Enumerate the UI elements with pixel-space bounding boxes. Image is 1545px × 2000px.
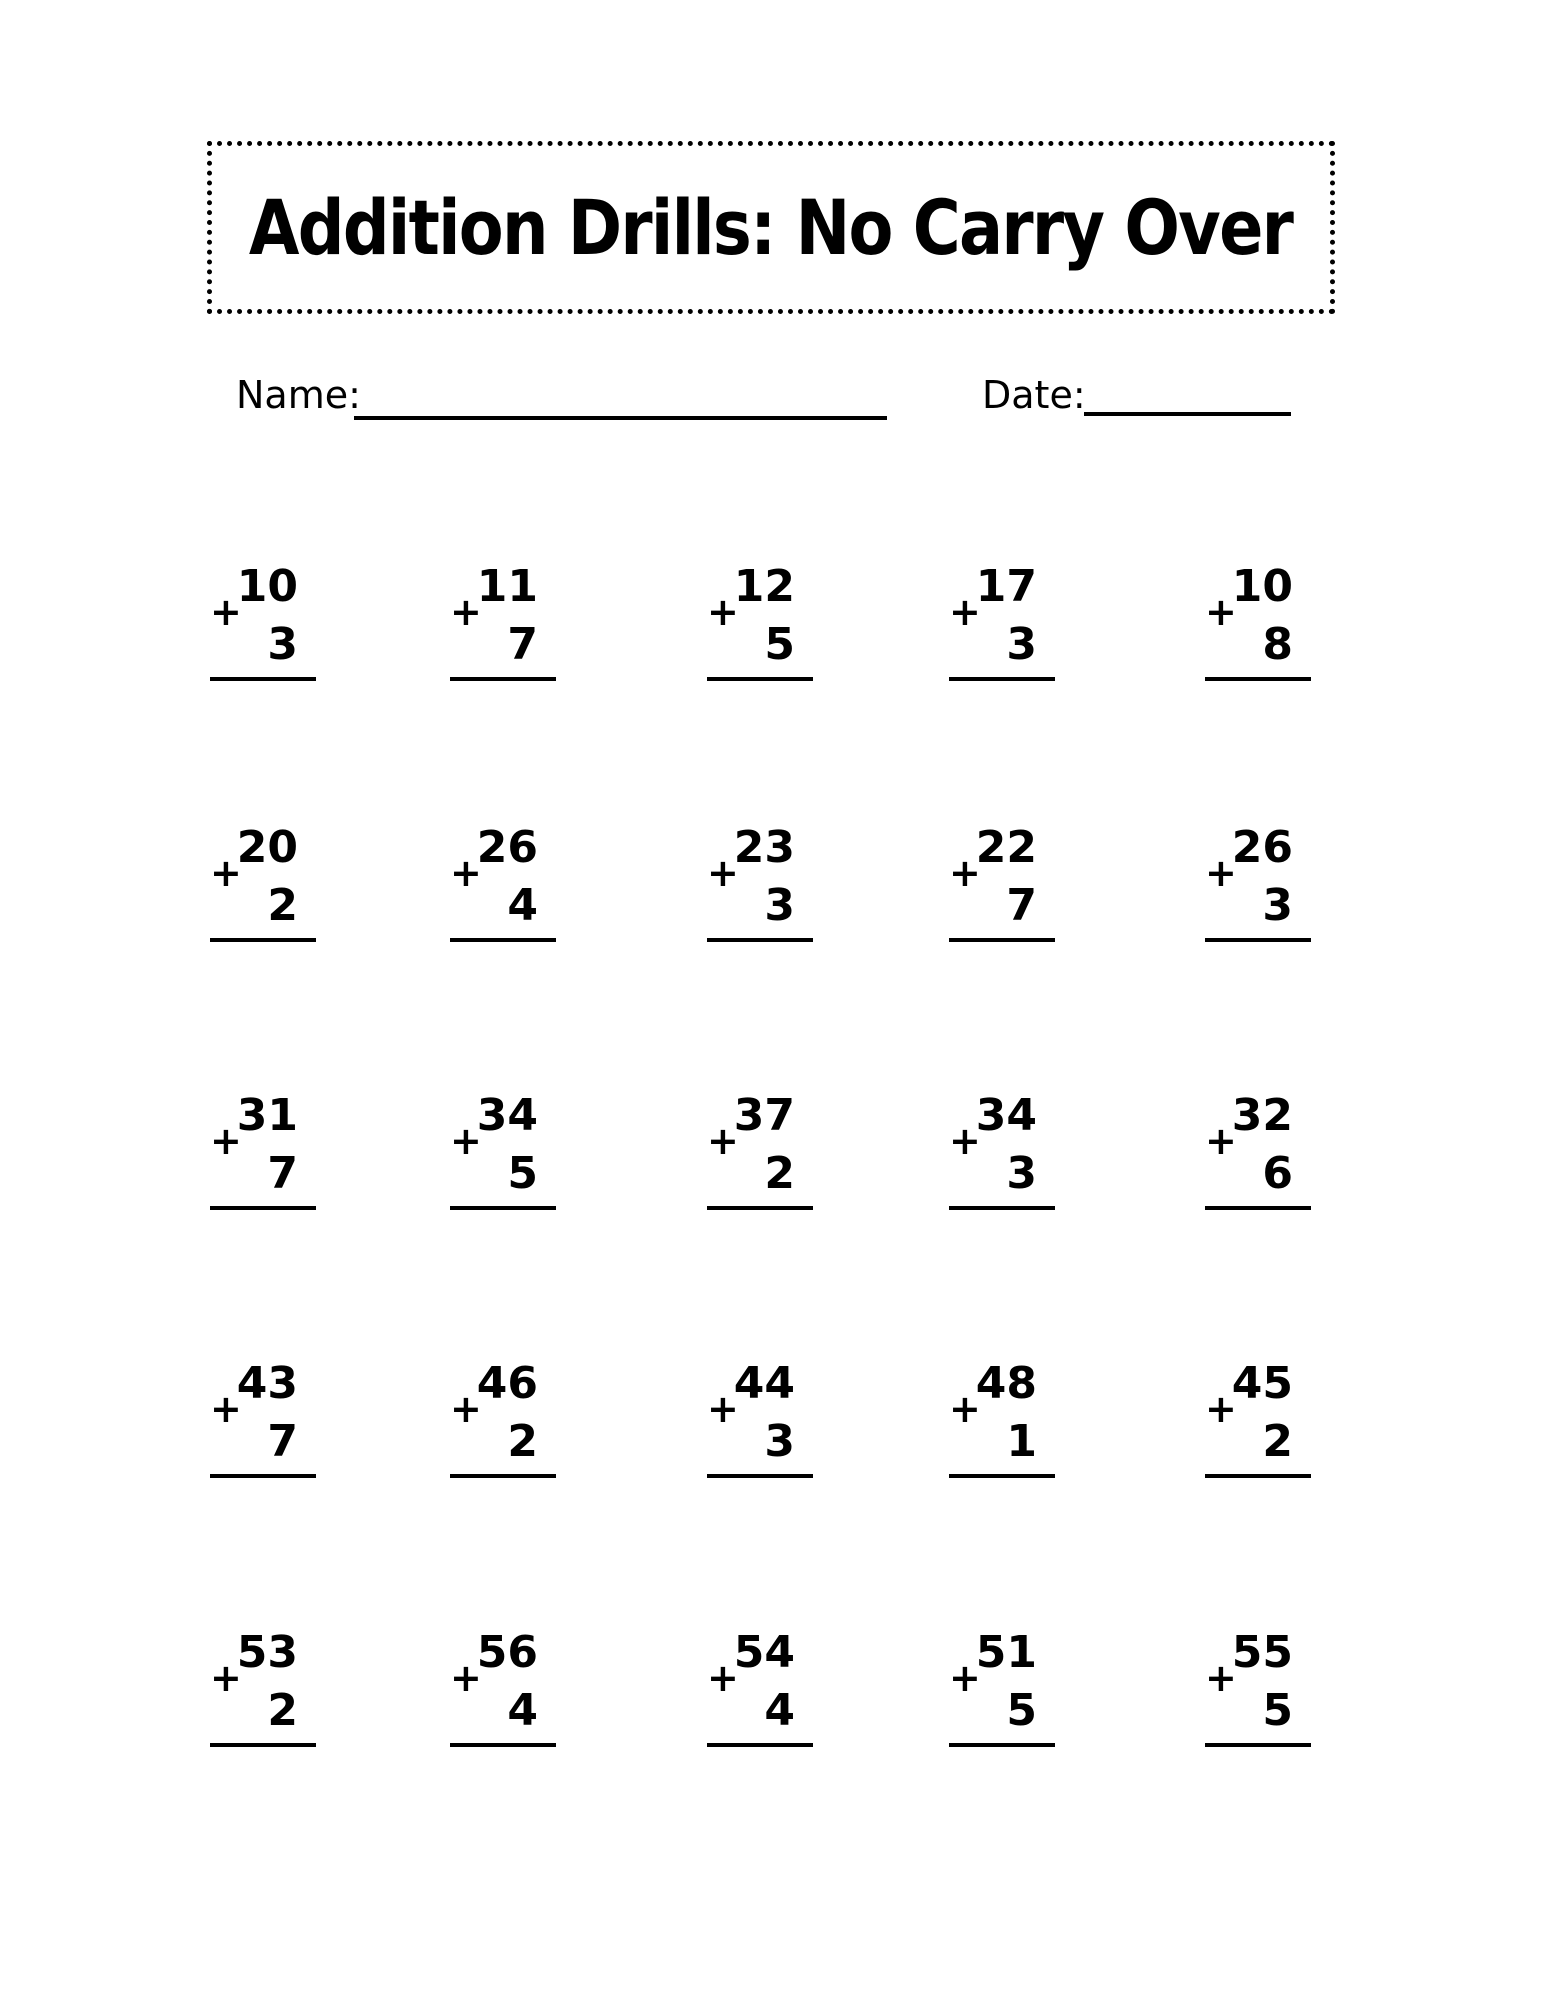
plus-sign: + (949, 851, 981, 895)
problem-top-number: 26 (476, 822, 538, 873)
name-field[interactable] (354, 416, 887, 420)
worksheet-title: Addition Drills: No Carry Over (249, 183, 1293, 272)
addition-problem (210, 561, 320, 695)
plus-sign: + (1205, 1119, 1237, 1163)
problem-top-number: 10 (236, 561, 298, 612)
problem-bottom-number: 7 (267, 1148, 298, 1199)
answer-line[interactable] (949, 677, 1055, 681)
problem-bottom-number: 8 (1262, 619, 1293, 670)
name-label: Name: (236, 373, 361, 417)
problem-bottom-number: 7 (507, 619, 538, 670)
plus-sign: + (450, 1119, 482, 1163)
problem-top-number: 34 (476, 1090, 538, 1141)
addition-problem (450, 561, 560, 695)
addition-problem (707, 1627, 817, 1761)
plus-sign: + (949, 590, 981, 634)
plus-sign: + (1205, 1387, 1237, 1431)
problem-bottom-number: 5 (507, 1148, 538, 1199)
problem-bottom-number: 4 (507, 1685, 538, 1736)
answer-line[interactable] (707, 1206, 813, 1210)
addition-problem (450, 1358, 560, 1492)
problem-top-number: 23 (733, 822, 795, 873)
addition-problem (949, 561, 1059, 695)
problem-bottom-number: 2 (764, 1148, 795, 1199)
plus-sign: + (210, 851, 242, 895)
problem-top-number: 12 (733, 561, 795, 612)
plus-sign: + (450, 590, 482, 634)
problem-top-number: 32 (1231, 1090, 1293, 1141)
addition-problem (707, 1090, 817, 1224)
addition-problem (949, 822, 1059, 956)
answer-line[interactable] (450, 1743, 556, 1747)
addition-problem (949, 1627, 1059, 1761)
problem-bottom-number: 1 (1006, 1416, 1037, 1467)
problem-bottom-number: 2 (1262, 1416, 1293, 1467)
answer-line[interactable] (1205, 1206, 1311, 1210)
plus-sign: + (707, 1387, 739, 1431)
problem-top-number: 43 (236, 1358, 298, 1409)
answer-line[interactable] (210, 1206, 316, 1210)
answer-line[interactable] (1205, 1474, 1311, 1478)
plus-sign: + (210, 1387, 242, 1431)
problem-bottom-number: 7 (1006, 880, 1037, 931)
addition-problem (450, 1090, 560, 1224)
plus-sign: + (1205, 1656, 1237, 1700)
plus-sign: + (707, 851, 739, 895)
answer-line[interactable] (707, 1743, 813, 1747)
problem-bottom-number: 5 (1262, 1685, 1293, 1736)
plus-sign: + (949, 1387, 981, 1431)
plus-sign: + (210, 1119, 242, 1163)
plus-sign: + (210, 1656, 242, 1700)
plus-sign: + (450, 1656, 482, 1700)
problem-bottom-number: 3 (1262, 880, 1293, 931)
answer-line[interactable] (450, 1474, 556, 1478)
answer-line[interactable] (949, 938, 1055, 942)
addition-problem (707, 1358, 817, 1492)
problem-bottom-number: 3 (764, 1416, 795, 1467)
plus-sign: + (450, 851, 482, 895)
problem-bottom-number: 6 (1262, 1148, 1293, 1199)
answer-line[interactable] (949, 1206, 1055, 1210)
answer-line[interactable] (210, 1474, 316, 1478)
addition-problem (1205, 822, 1315, 956)
problem-bottom-number: 5 (764, 619, 795, 670)
plus-sign: + (707, 1119, 739, 1163)
addition-problem (1205, 1627, 1315, 1761)
addition-problem (450, 822, 560, 956)
plus-sign: + (707, 1656, 739, 1700)
plus-sign: + (450, 1387, 482, 1431)
problem-top-number: 20 (236, 822, 298, 873)
problem-bottom-number: 7 (267, 1416, 298, 1467)
problem-bottom-number: 2 (267, 880, 298, 931)
plus-sign: + (949, 1119, 981, 1163)
date-label: Date: (982, 373, 1086, 417)
addition-problem (1205, 1358, 1315, 1492)
answer-line[interactable] (210, 1743, 316, 1747)
problem-top-number: 31 (236, 1090, 298, 1141)
problem-bottom-number: 3 (1006, 1148, 1037, 1199)
problem-bottom-number: 3 (764, 880, 795, 931)
problem-top-number: 45 (1231, 1358, 1293, 1409)
answer-line[interactable] (450, 1206, 556, 1210)
problem-top-number: 34 (975, 1090, 1037, 1141)
answer-line[interactable] (450, 677, 556, 681)
addition-problem (1205, 1090, 1315, 1224)
plus-sign: + (707, 590, 739, 634)
problem-top-number: 53 (236, 1627, 298, 1678)
problem-bottom-number: 2 (507, 1416, 538, 1467)
answer-line[interactable] (1205, 677, 1311, 681)
title-box (207, 141, 1335, 314)
addition-problem (949, 1358, 1059, 1492)
addition-problem (210, 1358, 320, 1492)
answer-line[interactable] (210, 677, 316, 681)
problem-top-number: 37 (733, 1090, 795, 1141)
answer-line[interactable] (450, 938, 556, 942)
addition-problem (210, 1090, 320, 1224)
problem-top-number: 51 (975, 1627, 1037, 1678)
problem-top-number: 55 (1231, 1627, 1293, 1678)
problem-top-number: 26 (1231, 822, 1293, 873)
answer-line[interactable] (1205, 938, 1311, 942)
problem-top-number: 10 (1231, 561, 1293, 612)
problem-bottom-number: 5 (1006, 1685, 1037, 1736)
addition-problem (210, 822, 320, 956)
problem-top-number: 17 (975, 561, 1037, 612)
problem-top-number: 44 (733, 1358, 795, 1409)
problem-bottom-number: 2 (267, 1685, 298, 1736)
plus-sign: + (949, 1656, 981, 1700)
plus-sign: + (1205, 590, 1237, 634)
answer-line[interactable] (707, 1474, 813, 1478)
answer-line[interactable] (210, 938, 316, 942)
problem-top-number: 46 (476, 1358, 538, 1409)
problem-top-number: 56 (476, 1627, 538, 1678)
problem-bottom-number: 4 (764, 1685, 795, 1736)
plus-sign: + (210, 590, 242, 634)
answer-line[interactable] (1205, 1743, 1311, 1747)
addition-problem (210, 1627, 320, 1761)
addition-problem (949, 1090, 1059, 1224)
answer-line[interactable] (707, 677, 813, 681)
problem-bottom-number: 3 (1006, 619, 1037, 670)
answer-line[interactable] (949, 1743, 1055, 1747)
answer-line[interactable] (949, 1474, 1055, 1478)
problem-top-number: 48 (975, 1358, 1037, 1409)
problem-top-number: 11 (476, 561, 538, 612)
addition-problem (707, 561, 817, 695)
date-field[interactable] (1084, 412, 1291, 416)
answer-line[interactable] (707, 938, 813, 942)
addition-problem (1205, 561, 1315, 695)
problem-bottom-number: 3 (267, 619, 298, 670)
addition-problem (707, 822, 817, 956)
problem-top-number: 22 (975, 822, 1037, 873)
problem-bottom-number: 4 (507, 880, 538, 931)
problem-top-number: 54 (733, 1627, 795, 1678)
addition-problem (450, 1627, 560, 1761)
plus-sign: + (1205, 851, 1237, 895)
